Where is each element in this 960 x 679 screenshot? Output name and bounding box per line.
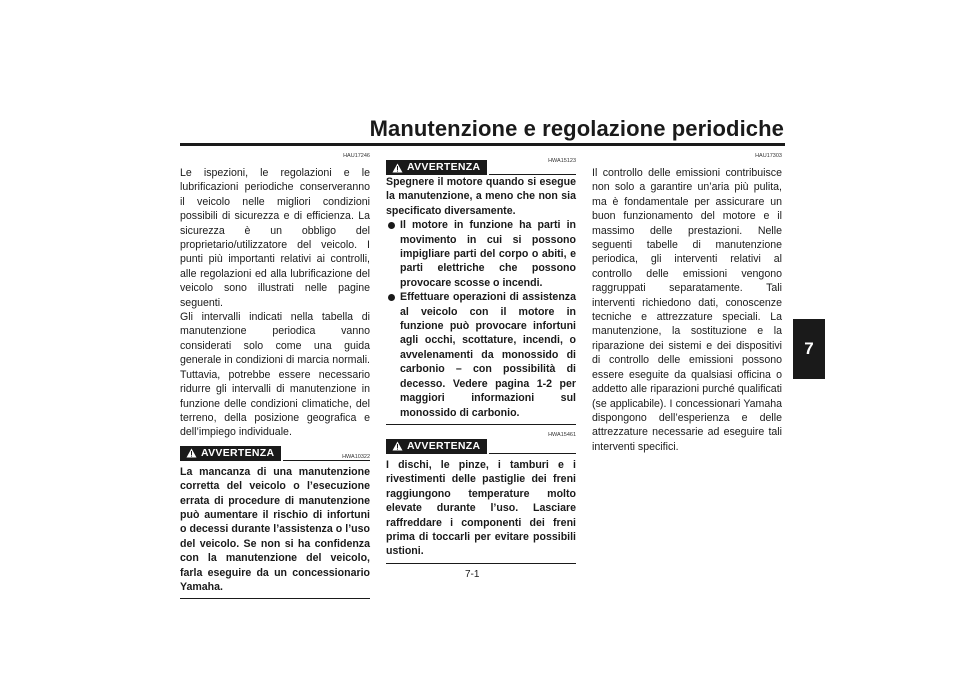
warning-rule [489,453,576,454]
intervals-paragraph: Gli intervalli indicati nella tabella di manutenzione periodica vanno considerati solo come una guida generale in condizioni di marcia normali. Tuttavia, potrebbe essere necessario ridurre gli intervalli di manutenzione in funzione delle condizioni climatiche, del terreno, della posizione geografica e dell’impiego individuale. [180,311,370,439]
warning-end-rule [180,598,370,599]
chapter-tab: 7 [793,319,825,379]
warning-list [386,218,576,420]
list-item: Il motore in funzione ha parti in movimento in cui si possono impigliare parti del corpo o abiti, e parti elettriche che possono provocare scosse o incendi. [400,218,576,290]
intro-paragraph: Le ispezioni, le regolazioni e le lubrificazioni periodiche conserveranno il veicolo nelle migliori condizioni possibili di sicurezza e di efficienza. La sicurezza è un obbligo del proprietario/utilizzatore del veicolo. I punti più importanti relativi ai controlli, alle regolazioni ed alla lubrificazione del veicolo sono illustrati nelle pagine seguenti. [180,167,370,309]
list-item: Effettuare operazioni di assistenza al veicolo con il motore in funzione può provocare infortuni agli occhi, scottature, incendi, o avvelenamenti da monossido di carbonio – con possibilità di decesso. Vedere pagina 1-2 per maggiori informazioni sul monossido di carbonio. [400,290,576,420]
warning-triangle-icon [392,441,403,451]
warning-header [386,439,576,454]
warning-code: HWA15123 [548,158,576,164]
warning-code: HWA10322 [342,453,370,460]
column-1 [180,152,370,599]
bullet-icon [388,222,395,229]
column-3 [592,152,782,454]
bullet-icon [388,294,395,301]
warning-text: La mancanza di una manutenzione corretta del veicolo o l’esecuzione errata di procedure di manutenzione può aumentare il rischio di infortuni o decessi durante l’assistenza o l’uso del veicolo. Se non si ha confidenza con la manutenzione del veicolo, farla eseguire da un concessionario Yamaha. [180,465,370,593]
warning-badge [386,160,487,175]
header-rule [180,143,785,146]
warning-text: I dischi, le pinze, i tamburi e i rivestimenti delle pastiglie dei freni raggiungono temperature molto elevate durante l’uso. Lasciare raffreddare i componenti dei freni prima di toccarli per evitare possibili ustioni. [386,458,576,558]
column-2 [386,152,576,564]
warning-label: AVVERTENZA [407,440,481,453]
emissions-paragraph: Il controllo delle emissioni contribuisce non solo a garantire un’aria più pulita, ma è fondamentale per assicurare un buon funzionamento del motore e il massimo delle prestazioni. Nelle seguenti tabelle di manutenzione periodica, gli interventi relativi al controllo delle emissioni vengono raggruppati separatamente. Tali interventi richiedono dati, conoscenze tecniche e attrezzature speciali. La manutenzione, la sostituzione e la riparazione dei sistemi e dei dispositivi di controllo delle emissioni possono essere eseguite da qualsiasi officina o addetto alle riparazioni purché qualificati (se applicabile). I concessionari Yamaha dispongono dell’esperienza e delle attrezzature necessarie ad eseguire tali interventi specifici. [592,167,782,453]
page-title: Manutenzione e regolazione periodiche [369,116,784,141]
warning-label: AVVERTENZA [407,161,481,174]
warning-end-rule [386,563,576,564]
warning-triangle-icon [392,163,403,173]
warning-badge [180,446,281,461]
warning-end-rule [386,424,576,425]
warning-code: HWA15461 [548,431,576,438]
warning-label: AVVERTENZA [201,447,275,460]
warning-intro: Spegnere il motore quando si esegue la manutenzione, a meno che non sia specificato diversamente. [386,176,576,217]
section-code: HAU17303 [755,153,782,159]
page-number: 7-1 [465,569,480,580]
section-code: HAU17246 [343,153,370,159]
warning-badge [386,439,487,454]
warning-triangle-icon [186,448,197,458]
